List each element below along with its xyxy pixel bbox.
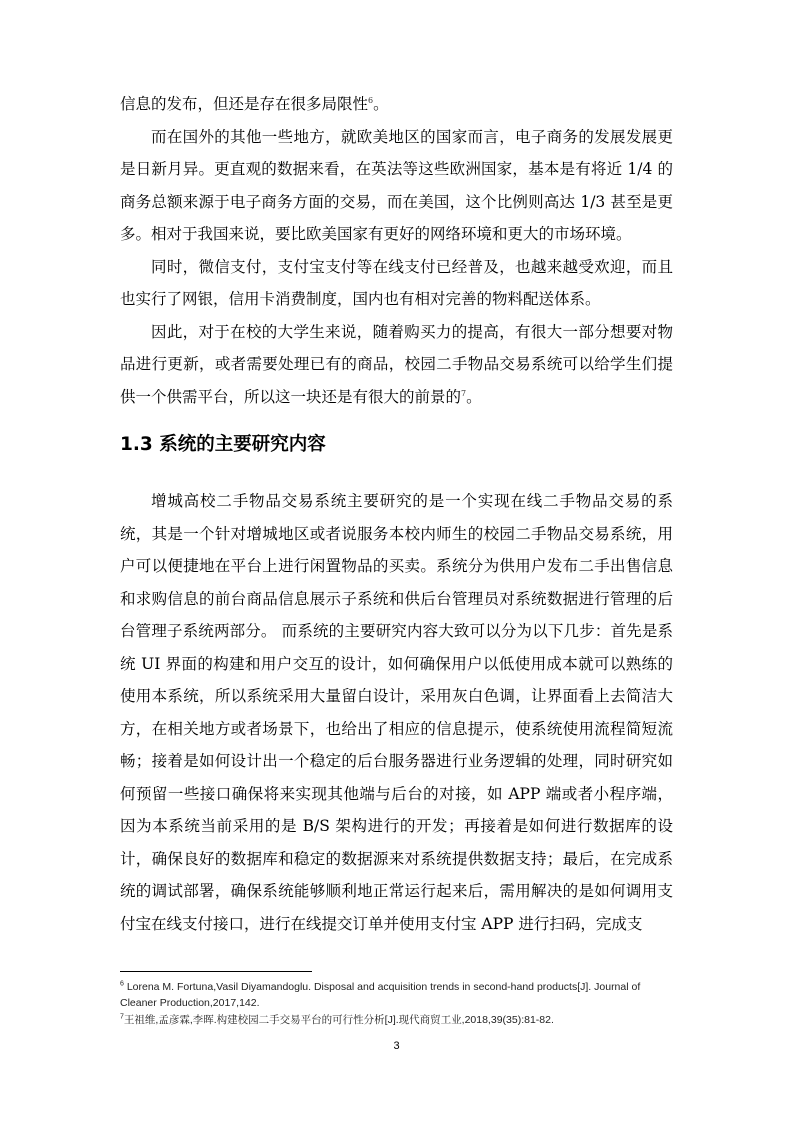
footnote-6: $^6$ Lorena M. Fortuna,Vasil Diyamandoglu. Disposal and acquisition trends in second-hand products[J]. Journal of Cleaner Production,2017,142. (120, 980, 641, 1009)
footnotes (120, 980, 673, 1031)
footnote-divider (120, 971, 312, 972)
section-heading: 1.3 系统的主要研究内容 (120, 434, 326, 455)
intro-text-block (120, 88, 673, 413)
footnote-ref-6: 6 (368, 95, 374, 105)
section-text-block (120, 485, 673, 940)
paragraph-prospects: 因此，对于在校的大学生来说，随着购买力的提高，有很大一部分想要对物品进行更新，或者需要处理已有的商品，校园二手物品交易系统可以给学生们提供一个供需平台，所以这一块还是有很大的前景的$^7$。 (120, 322, 673, 406)
footnote-7: $^7$王祖维,孟彦霖,李晖.构建校园二手交易平台的可行性分析[J].现代商贸工业,2018,39(35):81-82. (120, 1013, 554, 1026)
paragraph-continuation: 信息的发布，但还是存在很多局限性$^6$。 (120, 95, 389, 113)
paragraph-foreign-ecommerce: 而在国外的其他一些地方，就欧美地区的国家而言，电子商务的发展发展更是日新月异。更直观的数据来看，在英法等这些欧洲国家，基本是有将近 1/4 的商务总额来源于电子商务方面的交易，而在美国，这个比例则高达 1/3 甚至是更多。相对于我国来说，要比欧美国家有更好的网络环境和更大的市场环境。 (120, 127, 673, 243)
paragraph-research-content: 增城高校二手物品交易系统主要研究的是一个实现在线二手物品交易的系统，其是一个针对增城地区或者说服务本校内师生的校园二手物品交易系统，用户可以便捷地在平台上进行闲置物品的买卖。系统分为供用户发布二手出售信息和求购信息的前台商品信息展示子系统和供后台管理员对系统数据进行管理的后台管理子系统两部分。 而系统的主要研究内容大致可以分为以下几步：首先是系统 UI 界面的构建和用户交互的设计，如何确保用户以低使用成本就可以熟练的使用本系统，所以系统采用大量留白设计，采用灰白色调，让界面看上去简洁大方，在相关地方或者场景下，也给出了相应的信息提示，使系统使用流程简短流畅；接着是如何设计出一个稳定的后台服务器进行业务逻辑的处理，同时研究如何预留一些接口确保将来实现其他端与后台的对接，如 APP 端或者小程序端，因为本系统当前采用的是 B/S 架构进行的开发；再接着是如何进行数据库的设计，确保良好的数据库和稳定的数据源来对系统提供数据支持；最后，在完成系统的调试部署，确保系统能够顺利地正常运行起来后，需用解决的是如何调用支付宝在线支付接口，进行在线提交订单并使用支付宝 APP 进行扫码，完成支 (120, 492, 673, 933)
page-number: 3 (393, 1040, 400, 1052)
footnote-ref-7: 7 (461, 388, 467, 398)
paragraph-online-payment: 同时，微信支付，支付宝支付等在线支付已经普及，也越来越受欢迎，而且也实行了网银，信用卡消费制度，国内也有相对完善的物料配送体系。 (120, 257, 673, 308)
